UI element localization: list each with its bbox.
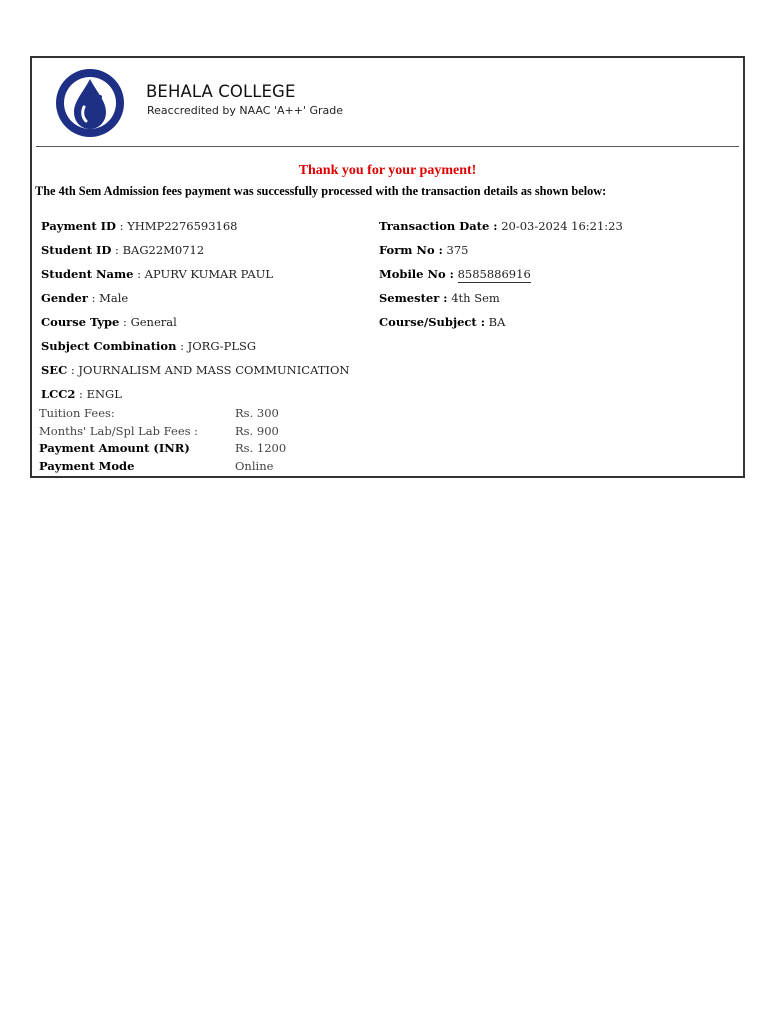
transaction-date-field [379,219,623,233]
lcc2-label: LCC2 [41,387,76,401]
subject-combination-value: JORG-PLSG [187,339,257,353]
course-type-field: Course Type : General [41,315,177,329]
confirmation-message: The 4th Sem Admission fees payment was successfully processed with the transaction details as shown below: [35,184,607,198]
fee-row-payment-mode [39,459,339,477]
gender-field: Gender : Male [41,291,129,305]
mobile-no-label: Mobile No : [379,267,454,281]
payment-amount-label: Payment Amount (INR) [39,441,190,455]
student-name-value: APURV KUMAR PAUL [144,267,273,281]
student-id-value: BAG22M0712 [122,243,205,257]
transaction-date-label: Transaction Date : [379,219,498,233]
fee-label: Tuition Fees: [39,406,115,420]
semester-field [379,291,500,305]
header-divider [36,146,739,147]
lcc2-value: ENGL [86,387,122,401]
mobile-no-link[interactable]: 8585886916 [457,267,531,281]
form-no-value: 375 [446,243,469,257]
subject-combination-label: Subject Combination [41,339,177,353]
payment-receipt [30,56,745,478]
college-logo-icon [54,67,126,139]
gender-label: Gender [41,291,88,305]
student-name-label: Student Name [41,267,134,281]
college-name: BEHALA COLLEGE [146,82,296,101]
fee-label: Months' Lab/Spl Lab Fees : [39,424,199,438]
receipt-header [32,58,743,148]
course-subject-label: Course/Subject : [379,315,485,329]
fee-row-payment-amount [39,441,339,459]
form-no-field [379,243,468,257]
form-no-label: Form No : [379,243,443,257]
semester-value: 4th Sem [451,291,500,305]
course-type-value: General [130,315,177,329]
sec-label: SEC [41,363,68,377]
fee-row-lab [39,424,339,442]
fee-value: Rs. 900 [235,424,279,438]
payment-amount-value: Rs. 1200 [235,441,287,455]
course-type-label: Course Type [41,315,120,329]
lcc2-field: LCC2 : ENGL [41,387,122,401]
course-subject-value: BA [488,315,506,329]
subject-combination-field: Subject Combination : JORG-PLSG [41,339,257,353]
fee-value: Rs. 300 [235,406,279,420]
student-id-label: Student ID [41,243,112,257]
fee-row-tuition [39,406,339,424]
sec-field: SEC : JOURNALISM AND MASS COMMUNICATION [41,363,350,377]
course-subject-field [379,315,505,329]
semester-label: Semester : [379,291,448,305]
student-name-field: Student Name : APURV KUMAR PAUL [41,267,273,281]
mobile-no-field [379,267,531,281]
accreditation-text: Reaccredited by NAAC 'A++' Grade [147,104,343,117]
student-id-field: Student ID : BAG22M0712 [41,243,205,257]
payment-id-label: Payment ID [41,219,116,233]
payment-mode-label: Payment Mode [39,459,135,473]
payment-mode-value: Online [235,459,274,473]
payment-id-value: YHMP2276593168 [127,219,238,233]
payment-id-field: Payment ID : YHMP2276593168 [41,219,238,233]
transaction-date-value: 20-03-2024 16:21:23 [501,219,623,233]
thank-you-message: Thank you for your payment! [298,163,477,178]
gender-value: Male [99,291,129,305]
sec-value: JOURNALISM AND MASS COMMUNICATION [78,363,350,377]
